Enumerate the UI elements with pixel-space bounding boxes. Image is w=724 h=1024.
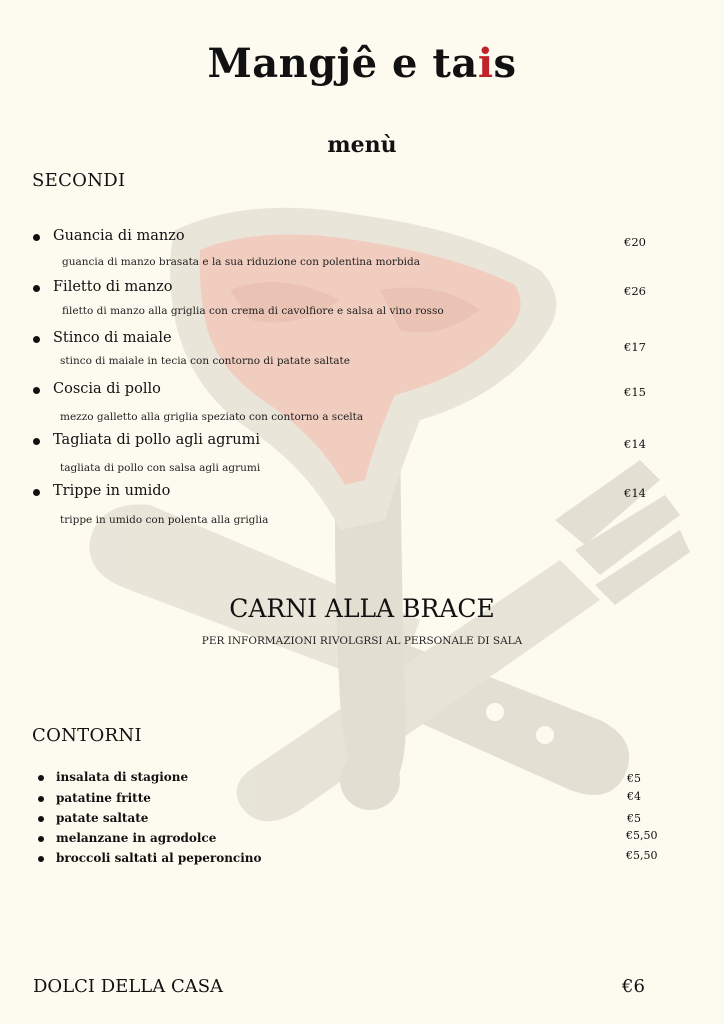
menu-subtitle: menù (327, 132, 397, 158)
item-price: €20 (624, 235, 646, 249)
item-description: trippe in umido con polenta alla griglia (60, 514, 269, 526)
item-description: filetto di manzo alla griglia con crema di cavolfiore e salsa al vino rosso (62, 305, 444, 317)
bullet (38, 775, 44, 781)
bullet (38, 816, 44, 822)
item-price: €26 (624, 284, 646, 298)
side-price: €5,50 (626, 829, 658, 842)
bullet (33, 438, 40, 445)
title-end: s (493, 40, 517, 87)
item-name: Guancia di manzo (53, 228, 185, 244)
bullet (38, 856, 44, 862)
restaurant-title (0, 40, 724, 87)
item-description: tagliata di pollo con salsa agli agrumi (60, 462, 261, 474)
item-name: Coscia di pollo (53, 381, 161, 397)
side-name: patate saltate (56, 811, 149, 825)
side-name: broccoli saltati al peperoncino (56, 851, 262, 865)
item-description: stinco di maiale in tecia con contorno di patate saltate (60, 355, 350, 367)
title-main: Mangjê e ta (207, 40, 478, 87)
item-name: Tagliata di pollo agli agrumi (53, 432, 261, 448)
side-name: insalata di stagione (56, 770, 189, 784)
bullet (33, 489, 40, 496)
item-price: €14 (624, 486, 646, 500)
item-description: mezzo galletto alla griglia speziato con contorno a scelta (60, 411, 364, 423)
bullet (33, 285, 40, 292)
item-name: Filetto di manzo (53, 279, 173, 295)
item-name: Stinco di maiale (53, 330, 172, 346)
dolci-price: €6 (622, 976, 645, 997)
bullet (38, 796, 44, 802)
side-price: €5,50 (626, 849, 658, 862)
secondi-heading: SECONDI (32, 170, 126, 191)
item-price: €17 (624, 340, 646, 354)
side-name: melanzane in agrodolce (56, 831, 217, 845)
grill-note: PER INFORMAZIONI RIVOLGRSI AL PERSONALE DI SALA (201, 635, 523, 647)
bullet (33, 336, 40, 343)
title-accent-letter: i (477, 40, 494, 87)
side-price: €5 (627, 772, 641, 785)
side-price: €4 (627, 790, 641, 803)
side-name: patatine fritte (56, 791, 151, 805)
side-price: €5 (627, 812, 641, 825)
item-name: Trippe in umido (53, 483, 171, 499)
dolci-label: DOLCI DELLA CASA (33, 976, 224, 997)
contorni-heading: CONTORNI (32, 725, 142, 746)
item-description: guancia di manzo brasata e la sua riduzione con polentina morbida (62, 256, 421, 268)
bullet (38, 836, 44, 842)
item-price: €15 (624, 385, 646, 399)
grill-heading: CARNI ALLA BRACE (229, 594, 495, 623)
bullet (33, 234, 40, 241)
item-price: €14 (624, 437, 646, 451)
bullet (33, 387, 40, 394)
